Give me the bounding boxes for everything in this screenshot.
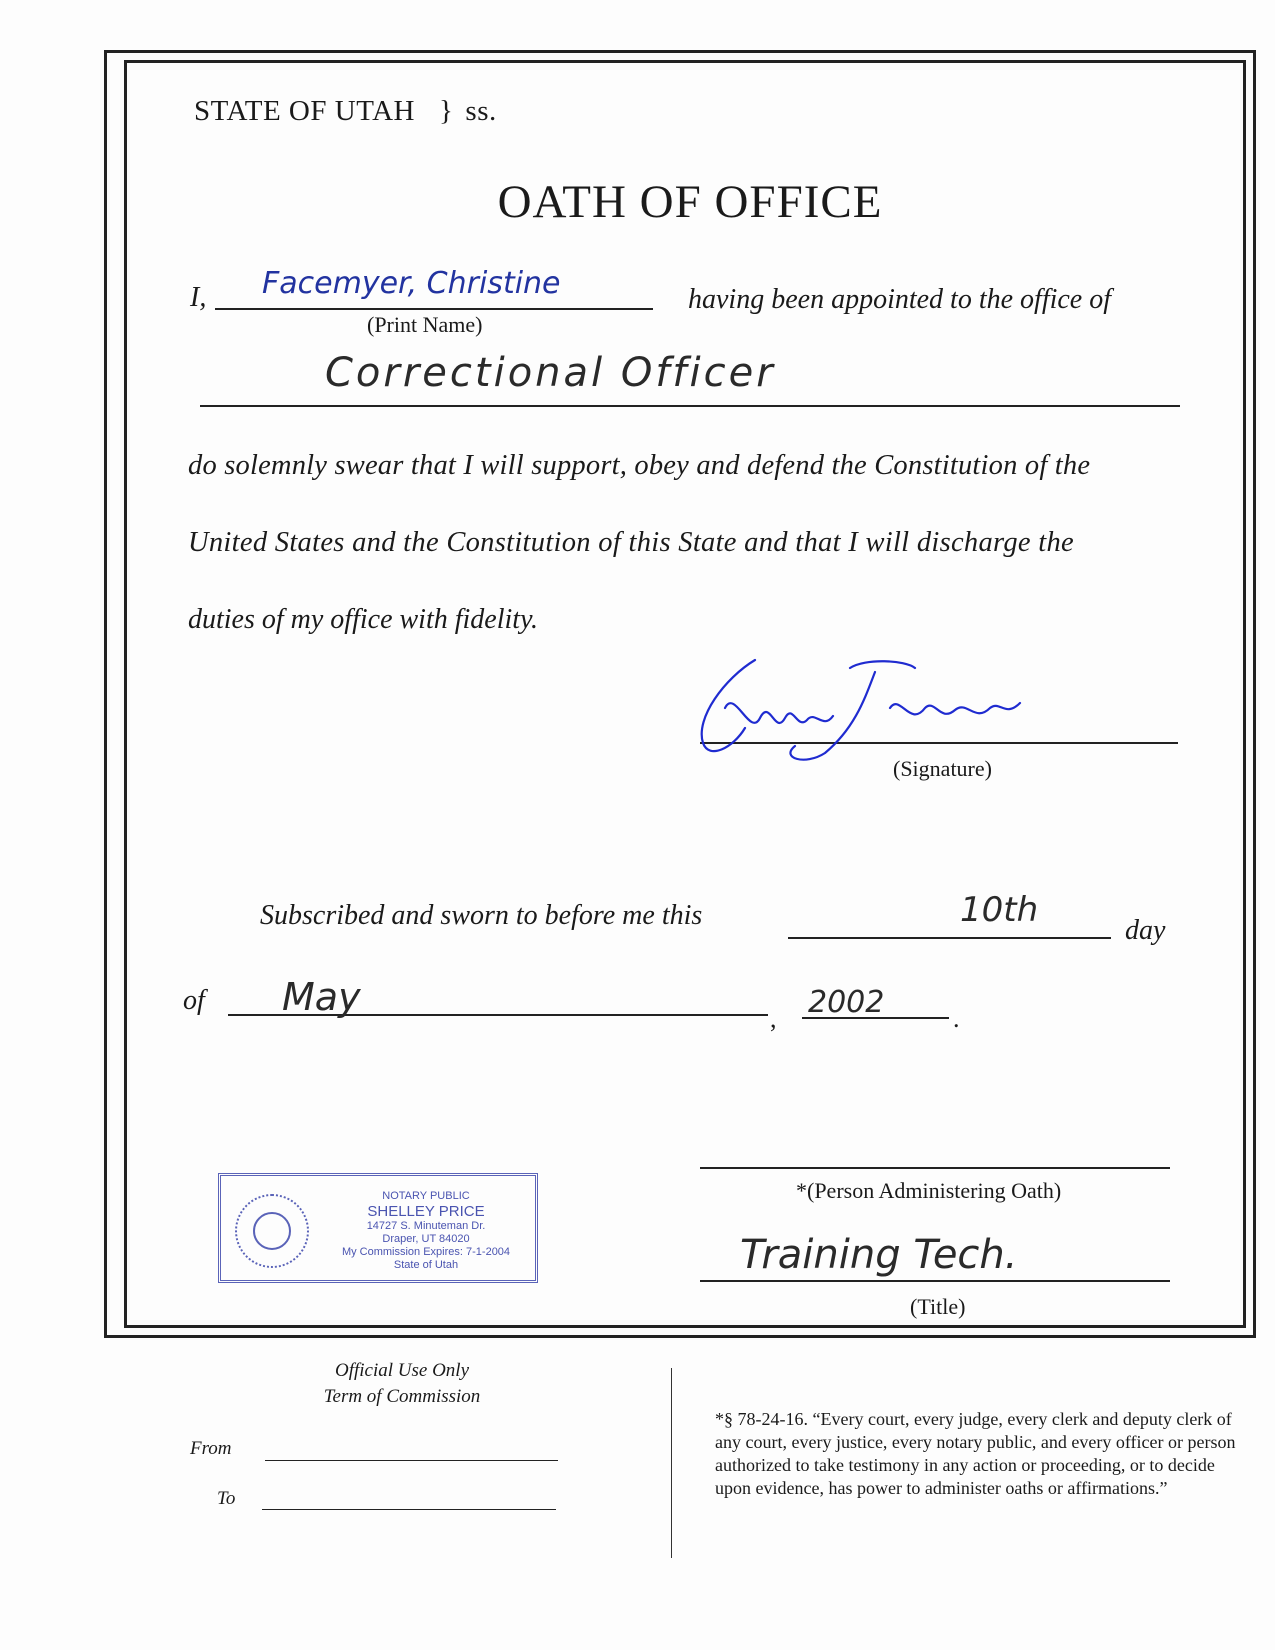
sworn-text: Subscribed and sworn to before me this (260, 900, 703, 931)
print-name-value[interactable]: Facemyer, Christine (262, 266, 561, 301)
document-title: OATH OF OFFICE (497, 176, 883, 228)
title-line (700, 1280, 1170, 1282)
stamp-state: State of Utah (393, 1259, 459, 1271)
signature-caption: (Signature) (893, 756, 992, 781)
print-name-caption: (Print Name) (367, 312, 483, 337)
stamp-notary-name: SHELLEY PRICE (367, 1203, 485, 1220)
stamp-address-city: Draper, UT 84020 (382, 1233, 470, 1245)
official-use-heading (262, 1358, 542, 1410)
stamp-commission-expires: My Commission Expires: 7-1-2004 (341, 1246, 511, 1258)
office-value[interactable]: Correctional Officer (325, 350, 776, 396)
comma-separator: , (770, 1004, 777, 1033)
term-of-commission-label: Term of Commission (323, 1386, 481, 1407)
from-field[interactable] (265, 1460, 558, 1461)
signature-drawing[interactable] (685, 648, 1075, 778)
stamp-address-street: 14727 S. Minuteman Dr. (366, 1220, 486, 1232)
title-caption: (Title) (910, 1294, 966, 1319)
vertical-divider (671, 1368, 672, 1558)
office-line (200, 405, 1180, 407)
from-label: From (190, 1438, 232, 1459)
statute-footnote: *§ 78-24-16. “Every court, every judge, every clerk and deputy clerk of any court, every justice, every notary public, and every officer or person authorized to take testimony in any action or proceeding, or to decide upon evidence, has power to administer oaths or affirmations.” (715, 1409, 1236, 1498)
oath-line-3: duties of my office with fidelity. (188, 604, 538, 635)
official-use-label: Official Use Only (334, 1360, 470, 1381)
month-value[interactable]: May (282, 975, 361, 1019)
oath-line-2: United States and the Constitution of this State and that I will discharge the (188, 527, 1075, 558)
state-seal-icon (235, 1194, 309, 1268)
stamp-line-1: NOTARY PUBLIC (382, 1190, 470, 1202)
print-name-line (215, 308, 653, 310)
venue-header (194, 95, 497, 128)
day-line (788, 937, 1111, 939)
state-label: STATE OF UTAH (194, 95, 415, 127)
venue-brace: } (438, 95, 454, 127)
of-label: of (183, 985, 205, 1016)
day-label: day (1125, 915, 1166, 946)
ss-label: ss. (465, 95, 497, 127)
appointment-text: having been appointed to the office of (688, 284, 1112, 315)
administrator-line (700, 1167, 1170, 1169)
notary-stamp (218, 1173, 538, 1283)
title-value[interactable]: Training Tech. (740, 1232, 1018, 1278)
day-value[interactable]: 10th (960, 890, 1039, 930)
administrator-caption: *(Person Administering Oath) (796, 1178, 1062, 1203)
year-value[interactable]: 2002 (808, 985, 885, 1020)
oath-line-1: do solemnly swear that I will support, obey and defend the Constitution of the (188, 450, 1091, 481)
period-separator: . (953, 1004, 960, 1033)
to-field[interactable] (262, 1509, 556, 1510)
to-label: To (217, 1488, 236, 1509)
name-prefix: I, (190, 282, 207, 313)
